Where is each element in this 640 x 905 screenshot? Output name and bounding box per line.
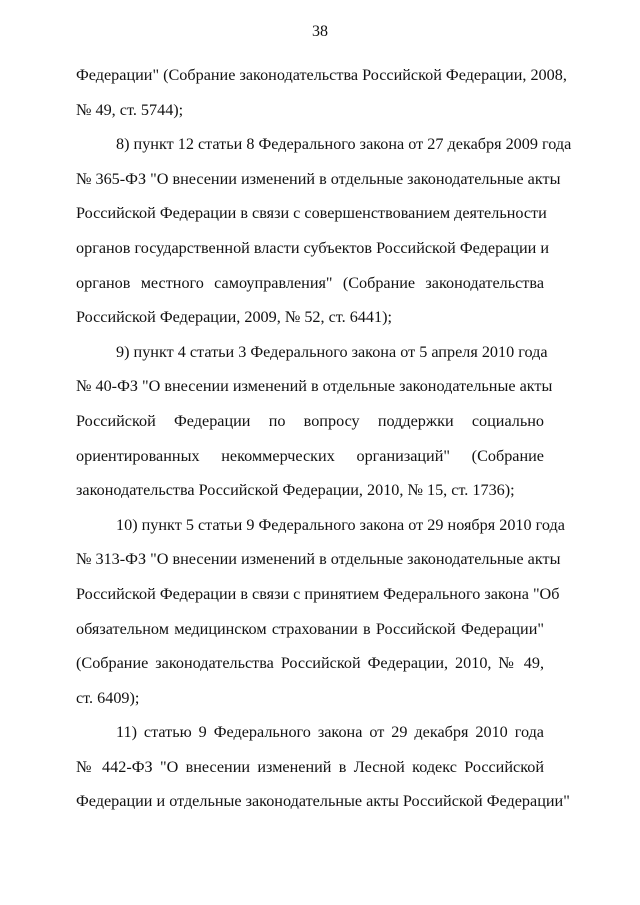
text-line: № 442-ФЗ "О внесении изменений в Лесной кодекс Российской	[76, 757, 544, 776]
text-line: 10) пункт 5 статьи 9 Федерального закона от 29 ноября 2010 года	[116, 515, 565, 534]
text-line: обязательном медицинском страховании в Российской Федерации"	[76, 619, 544, 638]
text-line: ст. 6409);	[76, 688, 140, 707]
text-line: № 40-ФЗ "О внесении изменений в отдельные законодательные акты	[76, 377, 553, 396]
text-line: законодательства Российской Федерации, 2010, № 15, ст. 1736);	[76, 481, 515, 500]
text-line: 11) статью 9 Федерального закона от 29 декабря 2010 года	[116, 723, 544, 742]
document-body	[76, 58, 572, 819]
text-line: Федерации и отдельные законодательные акты Российской Федерации"	[76, 792, 570, 811]
text-line: Российской Федерации по вопросу поддержки социально	[76, 411, 544, 430]
text-line: органов местного самоуправления" (Собрание законодательства	[76, 273, 544, 292]
text-line: органов государственной власти субъектов Российской Федерации и	[76, 238, 550, 257]
text-line: ориентированных некоммерческих организаций" (Собрание	[76, 446, 544, 465]
text-line: № 365-ФЗ "О внесении изменений в отдельные законодательные акты	[76, 169, 561, 188]
text-line: № 313-ФЗ "О внесении изменений в отдельные законодательные акты	[76, 550, 561, 569]
text-line: 8) пункт 12 статьи 8 Федерального закона от 27 декабря 2009 года	[116, 135, 572, 154]
text-line: Российской Федерации, 2009, № 52, ст. 6441);	[76, 308, 393, 327]
text-line: Российской Федерации в связи с принятием Федерального закона "Об	[76, 584, 560, 603]
text-line: Федерации" (Собрание законодательства Российской Федерации, 2008,	[76, 66, 567, 84]
text-line: № 49, ст. 5744);	[76, 100, 184, 119]
text-line: (Собрание законодательства Российской Федерации, 2010, № 49,	[76, 654, 544, 673]
page-number: 38	[312, 23, 328, 40]
text-line: Российской Федерации в связи с совершенствованием деятельности	[76, 204, 547, 223]
text-line: 9) пункт 4 статьи 3 Федерального закона от 5 апреля 2010 года	[116, 342, 548, 361]
